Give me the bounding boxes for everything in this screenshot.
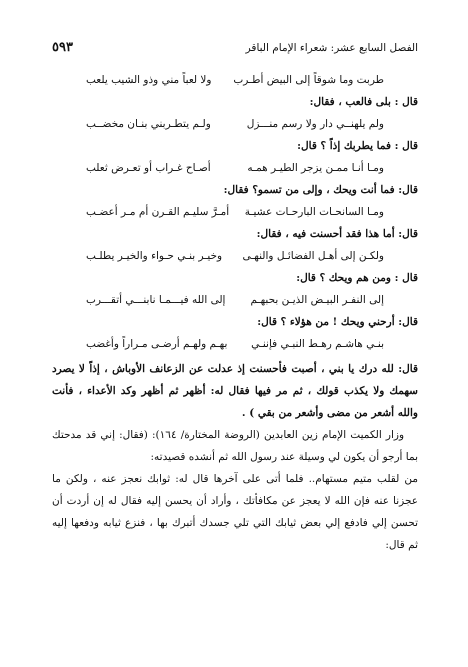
verse-line: [52, 248, 418, 270]
second-hemistich: وخيـر بنـي حـواء والخيـر يطلـب: [86, 250, 223, 262]
first-hemistich: ومـا السانحـات البارحـات عشيـة: [244, 206, 384, 218]
verse-line: [52, 292, 418, 314]
page-number: ٥٩٣: [52, 40, 73, 55]
first-hemistich: إلى النفـر البيـض الذيـن بحبهـم: [250, 294, 384, 306]
second-hemistich: بهـم ولهـم أرضـى مـراراً وأغضب: [86, 338, 228, 350]
second-hemistich: إلى الله فيـــمـا نابنـــي أتقـــرب: [86, 294, 226, 306]
verse-line: [52, 204, 418, 226]
first-hemistich: ومـا أنـا ممـن يزجر الطيـر همـه: [247, 162, 384, 174]
dialogue-line: قال : بلى فالعب ، فقال:: [309, 96, 418, 108]
narration-paragraph: وزار الكميت الإمام زين العابدين (الروضة المختارة/ ١٦٤): (فقال: إني قد مدحتك بما أرجو أن يكون لي وسيلة عند رسول الله ثم أنشده قصيدته:: [52, 429, 418, 463]
narration-paragraph: من لقلب متيم مستهام.. فلما أتى على آخرها قال له: ثوابك نعجز عنه ، ولكن ما عجزنا عنه فإن الله لا يعجز عن مكافأتك ، وأراد أن يحسن إليه فقال له إن أردت أن تحسن إلي فادفع إلي بعض ثيابك التي تلي جسدك أتبرك بها ، فنزع ثيابه ودفعها إليه ثم قال:: [52, 473, 418, 551]
first-hemistich: بنـي هاشـم رهـط النبـي فإننـي: [251, 338, 384, 350]
second-hemistich: أمـرَّ سليـم القـرن أم مـر أعضـب: [86, 206, 230, 218]
verse-line: [52, 116, 418, 138]
running-header: [52, 40, 418, 58]
first-hemistich: ولم يلهنــي دار ولا رسم منـــزل: [246, 118, 384, 130]
narration-paragraph: قال: لله درك يا بني ، أصبت فأحسنت إذ عدلت عن الزعانف الأوباش ، إذاً لا يصرد سهمك ولا يكذب قولك ، ثم مر فيها فقال له: أظهر ثم أظهر وكد الأعداء ، فأنت والله أشعر من مضى وأشعر من بقي ) .: [52, 363, 418, 419]
page-body: [52, 72, 418, 556]
second-hemistich: ولـم يتطـربني بنـان مخضــب: [86, 118, 211, 130]
first-hemistich: طربت وما شوقاً إلى البيض أطـرب: [233, 74, 384, 86]
dialogue-line: قال: أرحني ويحك ! من هؤلاء ؟ قال:: [257, 316, 418, 328]
dialogue-line: قال: فما أنت ويحك ، وإلى من تسمو؟ فقال:: [223, 184, 418, 196]
second-hemistich: أصـاح غـراب أو تعـرض ثعلب: [86, 162, 211, 174]
chapter-title: الفصل السابع عشر: شعراء الإمام الباقر: [245, 42, 418, 54]
dialogue-line: قال: أما هذا فقد أحسنت فيه ، فقال:: [256, 228, 418, 240]
verse-line: [52, 72, 418, 94]
verse-line: [52, 336, 418, 358]
dialogue-line: قال : فما يطربك إذاً ؟ قال:: [297, 140, 418, 152]
second-hemistich: ولا لعباً مني وذو الشيب يلعب: [86, 74, 212, 86]
first-hemistich: ولكـن إلى أهـل الفضائـل والنهـى: [242, 250, 384, 262]
verse-line: [52, 160, 418, 182]
dialogue-line: قال : ومن هم ويحك ؟ قال:: [296, 272, 418, 284]
